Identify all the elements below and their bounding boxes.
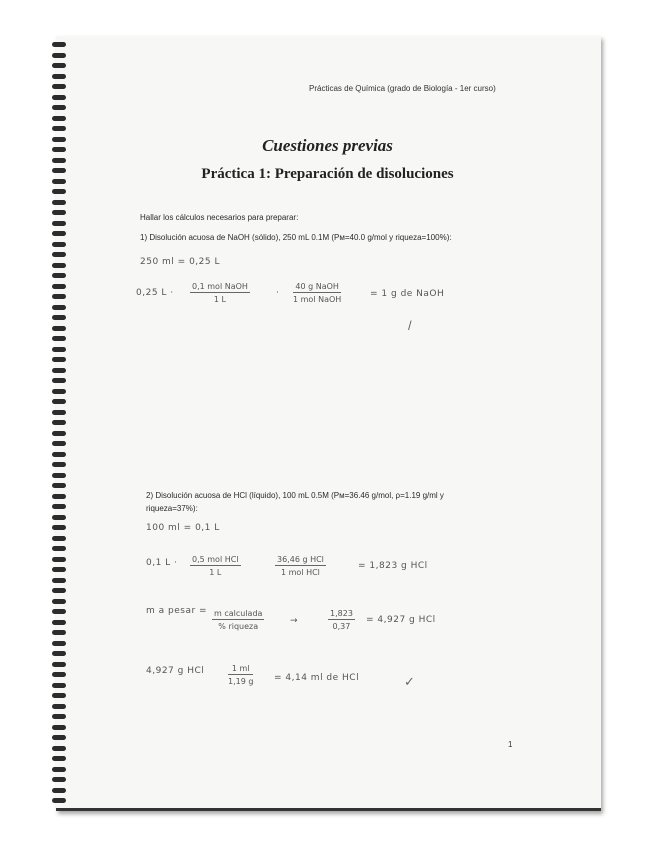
spiral-ring xyxy=(52,693,66,698)
q2-calc1-fraction-1-denominator: 1 L xyxy=(209,568,222,577)
spiral-ring xyxy=(52,515,66,520)
spiral-ring xyxy=(52,452,66,457)
spiral-ring xyxy=(52,347,66,352)
spiral-ring xyxy=(52,431,66,436)
q2-calc3-fraction-1-numerator: 1 ml xyxy=(228,664,253,675)
spiral-ring xyxy=(52,746,66,751)
spiral-ring xyxy=(52,326,66,331)
q2-calc1-result: = 1,823 g HCl xyxy=(358,561,428,571)
spiral-ring xyxy=(52,557,66,562)
spiral-ring xyxy=(52,210,66,215)
q1-fraction-1-numerator: 0,1 mol NaOH xyxy=(192,282,248,291)
intro-text: Hallar los cálculos necesarios para preparar: xyxy=(140,213,299,222)
spiral-ring xyxy=(52,221,66,226)
spiral-ring xyxy=(52,788,66,793)
spiral-ring xyxy=(52,389,66,394)
q2-check-mark: ✓ xyxy=(404,674,415,689)
spiral-ring xyxy=(52,662,66,667)
spiral-ring xyxy=(52,462,66,467)
q2-calc2-fraction-1 xyxy=(212,609,264,631)
spiral-ring xyxy=(52,42,66,47)
spiral-ring xyxy=(52,546,66,551)
q1-fraction-1 xyxy=(190,282,250,304)
spiral-ring xyxy=(52,263,66,268)
spiral-ring xyxy=(52,588,66,593)
spiral-ring xyxy=(52,95,66,100)
q1-calc-dot: · xyxy=(276,288,280,298)
spiral-ring xyxy=(52,672,66,677)
spiral-ring xyxy=(52,84,66,89)
spiral-ring xyxy=(52,368,66,373)
spiral-ring xyxy=(52,756,66,761)
q2-calc1-start: 0,1 L · xyxy=(146,558,178,568)
q2-calc2-fraction-2-denominator: 0,37 xyxy=(332,622,351,631)
question-1-statement: 1) Disolución acuosa de NaOH (sólido), 250 mL 0.1M (Pм=40.0 g/mol y riqueza=100%): xyxy=(140,233,452,242)
spiral-ring xyxy=(52,494,66,499)
spiral-ring xyxy=(52,777,66,782)
q2-calc1-fraction-2-numerator: 36,46 g HCl xyxy=(277,555,324,564)
spiral-ring xyxy=(52,473,66,478)
spiral-ring xyxy=(52,116,66,121)
spiral-ring xyxy=(52,536,66,541)
spiral-ring xyxy=(52,567,66,572)
spiral-ring xyxy=(52,725,66,730)
spiral-ring xyxy=(52,767,66,772)
q2-calc1-fraction-2 xyxy=(275,555,326,577)
spiral-ring xyxy=(52,399,66,404)
spiral-ring xyxy=(52,273,66,278)
q2-volume-conversion: 100 ml = 0,1 L xyxy=(146,523,220,533)
q2-calc2-fraction-1-denominator: % riqueza xyxy=(218,622,259,631)
spiral-ring xyxy=(52,683,66,688)
spiral-ring xyxy=(52,704,66,709)
q1-volume-conversion: 250 ml = 0,25 L xyxy=(140,257,220,267)
spiral-ring xyxy=(52,630,66,635)
question-2-statement-line-2: riqueza=37%): xyxy=(146,504,198,513)
spiral-ring xyxy=(52,483,66,488)
spiral-ring xyxy=(52,599,66,604)
q2-calc2-fraction-2 xyxy=(328,609,355,631)
q2-calc3-fraction-1 xyxy=(228,664,253,686)
q1-fraction-2-denominator: 1 mol NaOH xyxy=(293,295,342,304)
q2-calc2-fraction-1-numerator: m calculada xyxy=(214,609,263,618)
spiral-ring xyxy=(52,378,66,383)
spiral-ring xyxy=(52,357,66,362)
spiral-ring xyxy=(52,410,66,415)
spiral-ring xyxy=(52,735,66,740)
spiral-ring xyxy=(52,252,66,257)
page-subtitle: Práctica 1: Preparación de disoluciones xyxy=(201,166,454,182)
q2-calc3-start: 4,927 g HCl xyxy=(146,666,205,676)
spiral-ring xyxy=(52,525,66,530)
q2-calc1-fraction-1-numerator: 0,5 mol HCl xyxy=(192,555,239,564)
spiral-ring xyxy=(52,126,66,131)
q1-calc-start: 0,25 L · xyxy=(136,288,174,298)
q1-fraction-2 xyxy=(293,282,341,304)
spiral-ring xyxy=(52,578,66,583)
q1-fraction-1-denominator: 1 L xyxy=(213,295,226,304)
q2-calc1-fraction-2-denominator: 1 mol HCl xyxy=(280,568,320,577)
spiral-ring xyxy=(52,74,66,79)
spiral-ring xyxy=(52,798,66,803)
q2-calc2-arrow: → xyxy=(290,616,299,626)
spiral-ring xyxy=(52,641,66,646)
q2-calc2-start: m a pesar = xyxy=(146,606,208,616)
q1-check-mark: / xyxy=(408,318,412,333)
spiral-ring xyxy=(52,620,66,625)
spiral-ring xyxy=(52,294,66,299)
spiral-ring xyxy=(52,420,66,425)
spiral-ring xyxy=(52,609,66,614)
q1-result: = 1 g de NaOH xyxy=(370,289,445,299)
spiral-ring xyxy=(52,305,66,310)
spiral-ring xyxy=(52,441,66,446)
spiral-ring xyxy=(52,200,66,205)
spiral-ring xyxy=(52,651,66,656)
spiral-ring xyxy=(52,284,66,289)
q2-calc1-fraction-1 xyxy=(190,555,241,577)
q2-calc2-result: = 4,927 g HCl xyxy=(366,615,436,625)
spiral-ring xyxy=(52,714,66,719)
page-title: Cuestiones previas xyxy=(262,136,393,155)
spiral-ring xyxy=(52,336,66,341)
question-2-statement-line-1: 2) Disolución acuosa de HCl (líquido), 100 mL 0.5M (Pм=36.46 g/mol, ρ=1.19 g/ml y xyxy=(146,491,444,500)
spiral-ring xyxy=(52,315,66,320)
spiral-ring xyxy=(52,242,66,247)
q2-calc3-result: = 4,14 ml de HCl xyxy=(274,673,360,683)
q2-calc3-fraction-1-denominator: 1,19 g xyxy=(228,677,254,686)
page-header: Prácticas de Química (grado de Biología - 1er curso) xyxy=(309,84,496,93)
spiral-ring xyxy=(52,105,66,110)
q2-calc2-fraction-2-numerator: 1,823 xyxy=(330,609,353,618)
spiral-ring xyxy=(52,158,66,163)
spiral-ring xyxy=(52,189,66,194)
spiral-ring xyxy=(52,231,66,236)
spiral-ring xyxy=(52,53,66,58)
page-number: 1 xyxy=(508,740,513,749)
spiral-ring xyxy=(52,504,66,509)
spiral-ring xyxy=(52,63,66,68)
q1-fraction-2-numerator: 40 g NaOH xyxy=(293,282,341,293)
